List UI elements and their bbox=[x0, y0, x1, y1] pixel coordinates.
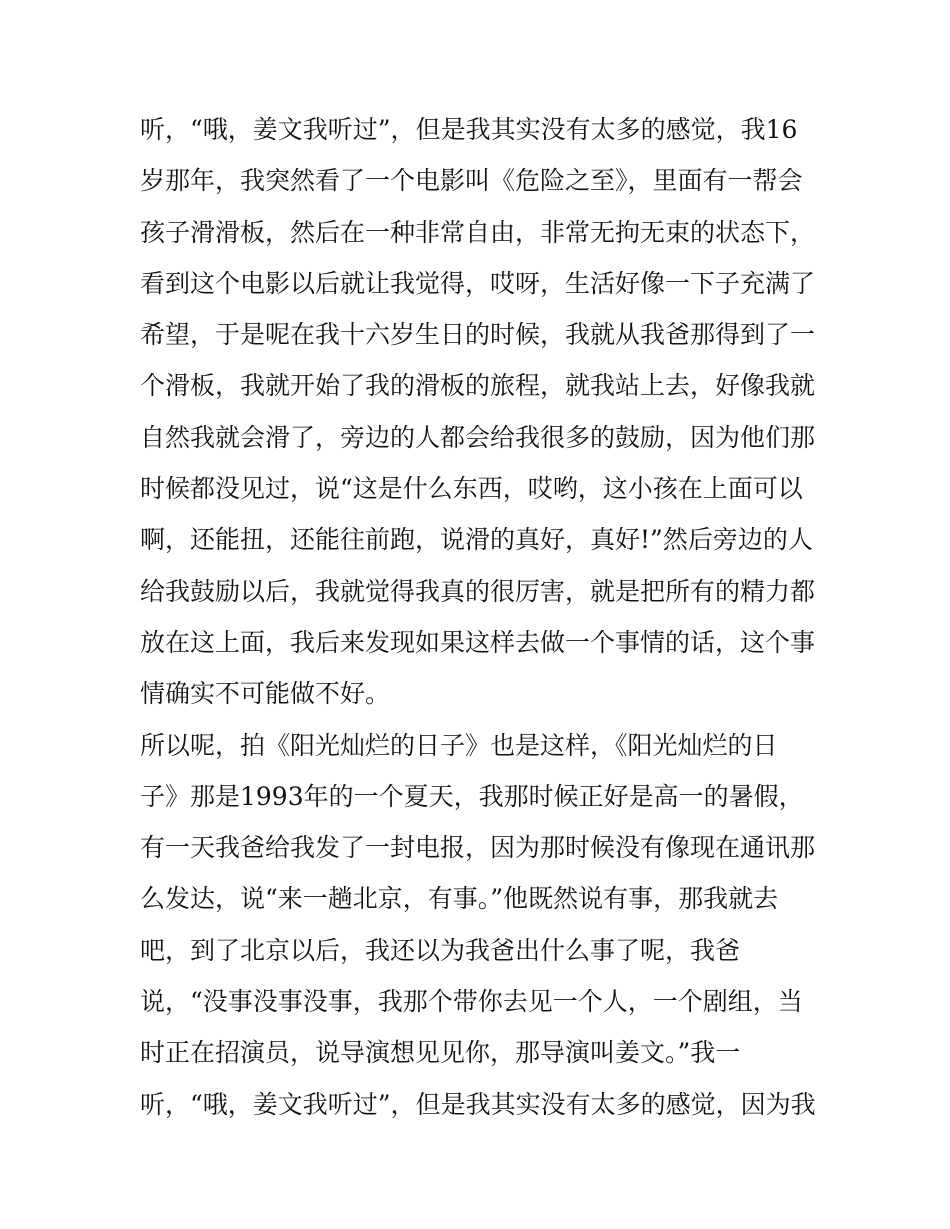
text-line: 吧，到了北京以后，我还以为我爸出什么事了呢，我爸 bbox=[140, 935, 741, 965]
text-line: 岁那年，我突然看了一个电影叫《危险之至》，里面有一帮会 bbox=[140, 166, 803, 196]
text-line: 自然我就会滑了，旁边的人都会给我很多的鼓励，因为他们那 bbox=[140, 422, 816, 452]
text-line: 给我鼓励以后，我就觉得我真的很厉害，就是把所有的精力都 bbox=[140, 576, 816, 606]
text-line: 所以呢，拍《阳光灿烂的日子》也是这样，《阳光灿烂的日 bbox=[140, 730, 778, 760]
text-line: 个滑板，我就开始了我的滑板的旅程，就我站上去，好像我就 bbox=[140, 371, 816, 401]
text-line: 子》那是1993年的一个夏天，我那时候正好是高一的暑假， bbox=[140, 781, 804, 811]
text-line: 放在这上面，我后来发现如果这样去做一个事情的话，这个事 bbox=[140, 627, 816, 657]
text-line: 希望，于是呢在我十六岁生日的时候，我就从我爸那得到了一 bbox=[140, 320, 816, 350]
body-text bbox=[140, 110, 820, 1136]
text-line: 听，“哦，姜文我听过”，但是我其实没有太多的感觉，因为我 bbox=[140, 1089, 816, 1119]
text-line: 情确实不可能做不好。 bbox=[140, 679, 391, 709]
text-line: 啊，还能扭，还能往前跑，说滑的真好，真好!”然后旁边的人 bbox=[140, 525, 813, 555]
text-line: 看到这个电影以后就让我觉得，哎呀，生活好像一下子充满了 bbox=[140, 268, 816, 298]
text-line: 有一天我爸给我发了一封电报，因为那时候没有像现在通讯那 bbox=[140, 833, 816, 863]
text-line: 孩子滑滑板，然后在一种非常自由，非常无拘无束的状态下， bbox=[140, 217, 816, 247]
text-line: 时候都没见过，说“这是什么东西，哎哟，这小孩在上面可以 bbox=[140, 474, 803, 504]
text-line: 时正在招演员，说导演想见见你，那导演叫姜文。”我一 bbox=[140, 1038, 741, 1068]
text-line: 么发达，说“来一趟北京，有事。”他既然说有事，那我就去 bbox=[140, 884, 779, 914]
text-line: 听，“哦，姜文我听过”，但是我其实没有太多的感觉，我16 bbox=[140, 115, 798, 144]
text-line: 说，“没事没事没事，我那个带你去见一个人，一个剧组，当 bbox=[140, 987, 803, 1017]
